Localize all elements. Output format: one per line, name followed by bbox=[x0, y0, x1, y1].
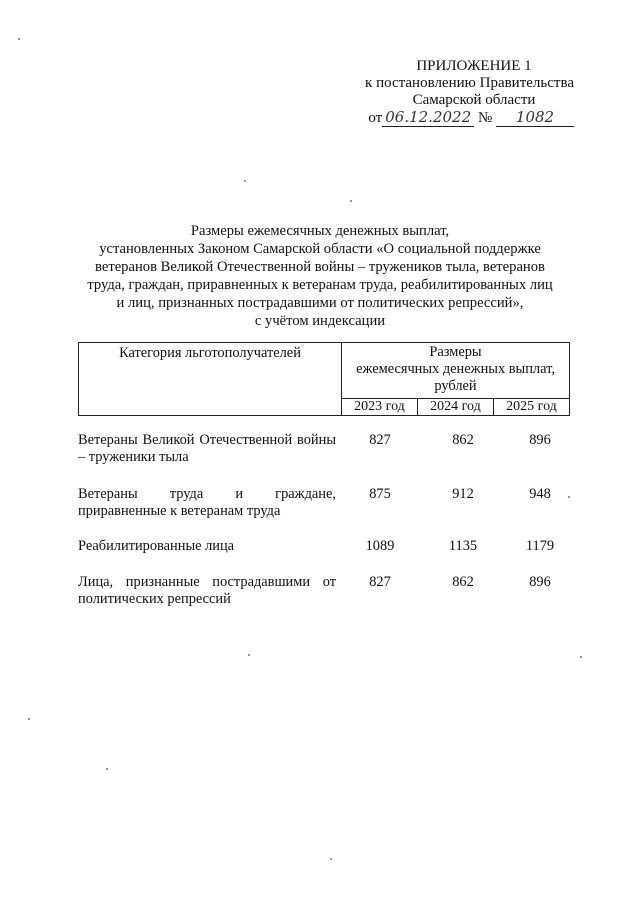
row-value-2025: 948 bbox=[529, 486, 551, 502]
scan-speck bbox=[580, 656, 582, 658]
appendix-region-line: Самарской области bbox=[412, 92, 536, 108]
header-sizes-line: ежемесячных денежных выплат, bbox=[356, 361, 555, 377]
header-category-label: Категория льготополучателей bbox=[119, 345, 301, 361]
table-row bbox=[78, 432, 570, 468]
row-value-2023: 827 bbox=[369, 432, 391, 448]
row-value-2023: 875 bbox=[369, 486, 391, 502]
heading-line: и лиц, признанных пострадавшими от политических репрессий», bbox=[116, 295, 524, 311]
heading-line: установленных Законом Самарской области «О социальной поддержке bbox=[99, 241, 541, 257]
heading-line: Размеры ежемесячных денежных выплат, bbox=[190, 223, 450, 239]
header-year-2025: 2025 год bbox=[493, 398, 569, 415]
appendix-title: ПРИЛОЖЕНИЕ 1 bbox=[416, 58, 532, 74]
header-sizes-cell bbox=[342, 343, 570, 399]
header-sizes-line: рублей bbox=[434, 378, 477, 394]
row-category: Ветераны Великой Отечественной войны – труженики тыла bbox=[78, 432, 336, 465]
row-value-2024: 862 bbox=[452, 574, 474, 590]
header-year-2023: 2023 год bbox=[342, 398, 418, 415]
payments-table-header bbox=[78, 342, 570, 416]
handwritten-date: 06.12.2022 bbox=[382, 109, 474, 127]
document-heading bbox=[60, 222, 580, 330]
scan-speck bbox=[18, 38, 20, 40]
scan-speck bbox=[350, 200, 352, 202]
scan-speck bbox=[28, 718, 30, 720]
handwritten-number: 1082 bbox=[496, 109, 574, 127]
table-row bbox=[78, 486, 570, 522]
row-value-2024: 862 bbox=[452, 432, 474, 448]
date-prefix: от bbox=[368, 110, 383, 126]
header-sizes-line: Размеры bbox=[429, 344, 482, 360]
row-category: Реабилитированные лица bbox=[78, 538, 235, 554]
appendix-decree-line: к постановлению Правительства bbox=[365, 75, 574, 91]
scan-speck bbox=[330, 858, 332, 860]
appendix-date-number-line bbox=[314, 109, 574, 127]
heading-line: ветеранов Великой Отечественной войны – тружеников тыла, ветеранов bbox=[95, 259, 545, 275]
scan-speck bbox=[244, 180, 246, 182]
scan-speck bbox=[568, 496, 570, 498]
scan-speck bbox=[248, 654, 250, 656]
appendix-block bbox=[314, 58, 574, 127]
row-value-2025: 896 bbox=[529, 432, 551, 448]
row-category: Лица, признанные пострадавшими от политических репрессий bbox=[78, 574, 336, 607]
scan-speck bbox=[106, 768, 108, 770]
number-prefix: № bbox=[477, 110, 493, 126]
table-row bbox=[78, 574, 570, 610]
row-value-2023: 827 bbox=[369, 574, 391, 590]
row-value-2025: 1179 bbox=[525, 538, 555, 554]
row-value-2024: 1135 bbox=[448, 538, 478, 554]
heading-line: с учётом индексации bbox=[254, 313, 386, 329]
row-value-2024: 912 bbox=[452, 486, 474, 502]
row-category: Ветераны труда и граждане, приравненные к ветеранам труда bbox=[78, 486, 336, 519]
row-value-2023: 1089 bbox=[365, 538, 395, 554]
table-row bbox=[78, 538, 570, 558]
header-year-2024: 2024 год bbox=[417, 398, 493, 415]
header-category-cell bbox=[79, 343, 342, 416]
row-value-2025: 896 bbox=[529, 574, 551, 590]
heading-line: труда, граждан, приравненных к ветеранам труда, реабилитированных лиц bbox=[87, 277, 553, 293]
